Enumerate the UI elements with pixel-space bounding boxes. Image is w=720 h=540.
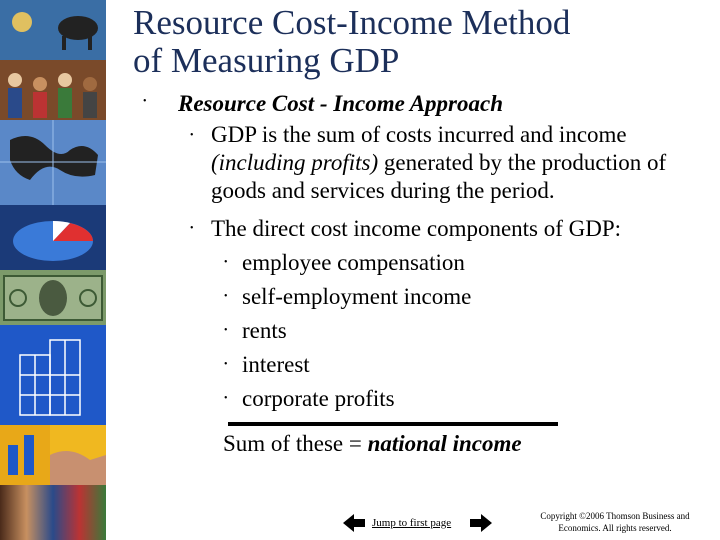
bullet-dot: • (224, 291, 228, 302)
list-item (224, 246, 471, 280)
copyright-line-1: Copyright ©2006 Thomson Business and (540, 511, 690, 521)
building-icon (0, 325, 106, 425)
bullet-dot: • (224, 325, 228, 336)
banknote-icon (0, 270, 106, 325)
next-arrow-icon[interactable] (470, 514, 492, 532)
bullet-dot: • (224, 393, 228, 404)
component-label: employee compensation (242, 250, 465, 275)
component-label: corporate profits (242, 386, 395, 411)
point1-text-c: generated by the production of goods and services during the period. (211, 150, 667, 203)
list-item (224, 382, 471, 416)
copyright-notice (526, 510, 704, 534)
pie-chart-icon (0, 205, 106, 270)
handshake-icon (50, 451, 106, 485)
sidebar-collage (0, 0, 106, 540)
jump-to-first-page-link[interactable]: Jump to first page (372, 517, 452, 529)
component-label: interest (242, 352, 310, 377)
slide-title (133, 4, 693, 80)
list-item (224, 314, 471, 348)
list-item (224, 348, 471, 382)
crowd-image (0, 0, 106, 120)
bullet-dot: • (224, 359, 228, 370)
previous-arrow-icon[interactable] (343, 514, 365, 532)
point-gdp-definition (211, 121, 706, 205)
globe-map-icon (0, 120, 106, 205)
bullet-dot: • (190, 130, 194, 141)
summary-prefix: Sum of these = (223, 431, 368, 456)
title-line-2: of Measuring GDP (133, 41, 400, 80)
title-line-1: Resource Cost-Income Method (133, 3, 571, 42)
point1-text-a: GDP is the sum of costs incurred and income (211, 122, 627, 147)
summary-line (223, 428, 522, 460)
bullet-dot: • (190, 223, 194, 234)
point1-text-italic: (including profits) (211, 150, 379, 175)
bullet-dot: • (224, 257, 228, 268)
copyright-line-2: Economics. All rights reserved. (558, 523, 672, 533)
component-label: rents (242, 318, 287, 343)
components-list (224, 246, 472, 416)
summary-emphasis: national income (367, 431, 522, 456)
bull-icon (0, 0, 106, 120)
dollar-coin-icon (12, 12, 32, 32)
list-item (224, 280, 472, 314)
sum-divider (228, 422, 558, 426)
bullet-dot: • (143, 96, 147, 107)
component-label: self-employment income (242, 284, 472, 309)
point-components-intro: The direct cost income components of GDP: (211, 216, 622, 241)
section-heading: Resource Cost - Income Approach (178, 91, 503, 116)
factory-icon (0, 425, 106, 485)
crowd-bottom-image (0, 485, 106, 540)
